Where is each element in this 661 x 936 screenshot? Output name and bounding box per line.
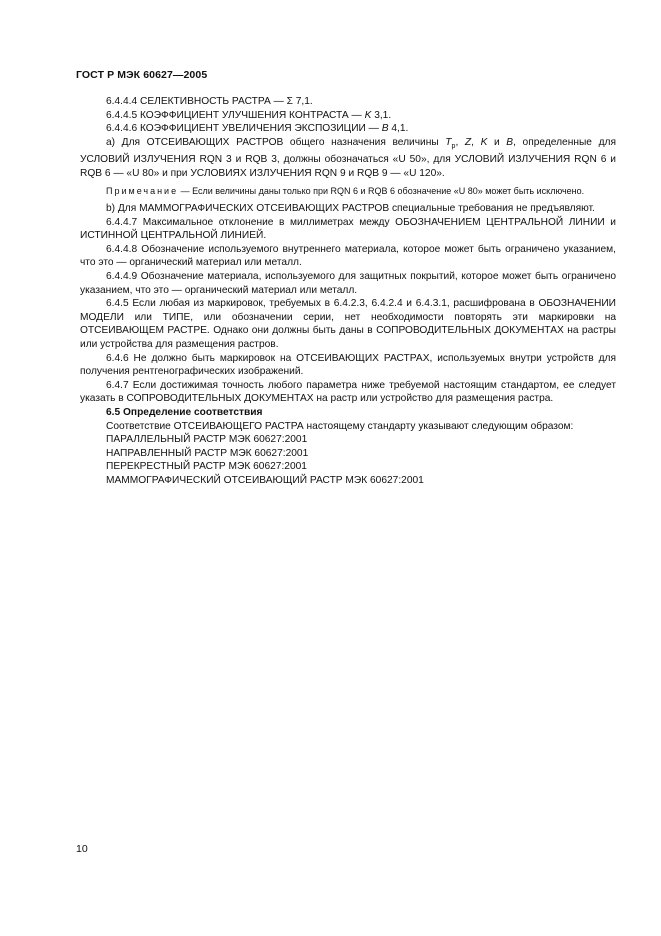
paragraph-a: а) Для ОТСЕИВАЮЩИХ РАСТРОВ общего назначения величины $T_p$, Z, K и B, определенные для УСЛОВИЙ ИЗЛУЧЕНИЯ RQN 3 и RQB 3, должны обозначаться «U 50», для УСЛОВИЙ ИЗЛУЧЕНИЯ RQN 6 и RQB 6 — «U 80» и при УСЛОВИЯХ ИЗЛУЧЕНИЯ RQN 9 и RQB 9 — «U 120». (80, 136, 616, 179)
conformance-item: МАММОГРАФИЧЕСКИЙ ОТСЕИВАЮЩИЙ РАСТР МЭК 60627:2001 (106, 474, 424, 486)
conformance-item: НАПРАВЛЕННЫЙ РАСТР МЭК 60627:2001 (106, 447, 309, 459)
paragraph-6-4-5: 6.4.5 Если любая из маркировок, требуемых в 6.4.2.3, 6.4.2.4 и 6.4.3.1, расшифрована в ОБОЗНАЧЕНИИ МОДЕЛИ или ТИПЕ, или обозначении серии, нет необходимости повторять эти маркировки на ОТСЕИВАЮЩЕМ РАСТРЕ. Однако они должны быть даны в СОПРОВОДИТЕЛЬНЫХ ДОКУМЕНТАХ на растры или устройства для размещения растров. (80, 298, 616, 351)
note-label: Примечание (106, 185, 179, 196)
section-6-5-intro: Соответствие ОТСЕИВАЮЩЕГО РАСТРА настоящему стандарту указывают следующим образом: (106, 420, 574, 432)
paragraph-6-4-6: 6.4.6 Не должно быть маркировок на ОТСЕИВАЮЩИХ РАСТРАХ, используемых внутри устройств для получения рентгенографических изображений. (80, 352, 616, 378)
paragraph-6-4-4-9: 6.4.4.9 Обозначение материала, используемого для защитных покрытий, которое может быть ограничено указанием, что это — органический материал или металл. (80, 271, 616, 296)
note-text: — Если величины даны только при RQN 6 и RQB 6 обозначение «U 80» может быть исключено. (178, 185, 585, 196)
paragraph-6-4-4-6: 6.4.4.6 КОЭФФИЦИЕНТ УВЕЛИЧЕНИЯ ЭКСПОЗИЦИИ — B 4,1. (106, 123, 409, 135)
paragraph-b: b) Для МАММОГРАФИЧЕСКИХ ОТСЕИВАЮЩИХ РАСТРОВ специальные требования не предъявляют. (106, 203, 595, 215)
paragraph-6-4-4-8: 6.4.4.8 Обозначение используемого внутреннего материала, которое может быть ограничено указанием, что это — органический материал или металл. (80, 243, 616, 269)
document-body (80, 95, 616, 488)
note (80, 185, 616, 198)
paragraph-6-4-4-4: 6.4.4.4 СЕЛЕКТИВНОСТЬ РАСТРА — Σ 7,1. (106, 96, 313, 107)
paragraph-6-4-4-5: 6.4.4.5 КОЭФФИЦИЕНТ УЛУЧШЕНИЯ КОНТРАСТА — K 3,1. (106, 109, 392, 121)
document-header: ГОСТ Р МЭК 60627—2005 (76, 69, 208, 81)
page-number: 10 (76, 843, 88, 855)
conformance-item: ПАРАЛЛЕЛЬНЫЙ РАСТР МЭК 60627:2001 (106, 434, 308, 446)
section-6-5-title: 6.5 Определение соответствия (106, 407, 263, 418)
paragraph-6-4-4-7: 6.4.4.7 Максимальное отклонение в миллиметрах между ОБОЗНАЧЕНИЕМ ЦЕНТРАЛЬНОЙ ЛИНИИ и ИСТИННОЙ ЦЕНТРАЛЬНОЙ ЛИНИЕЙ. (80, 216, 616, 242)
conformance-item: ПЕРЕКРЕСТНЫЙ РАСТР МЭК 60627:2001 (106, 461, 307, 473)
paragraph-6-4-7: 6.4.7 Если достижимая точность любого параметра ниже требуемой настоящим стандартом, ее следует указать в СОПРОВОДИТЕЛЬНЫХ ДОКУМЕНТАХ на растр или устройство для размещения растра. (80, 379, 616, 405)
